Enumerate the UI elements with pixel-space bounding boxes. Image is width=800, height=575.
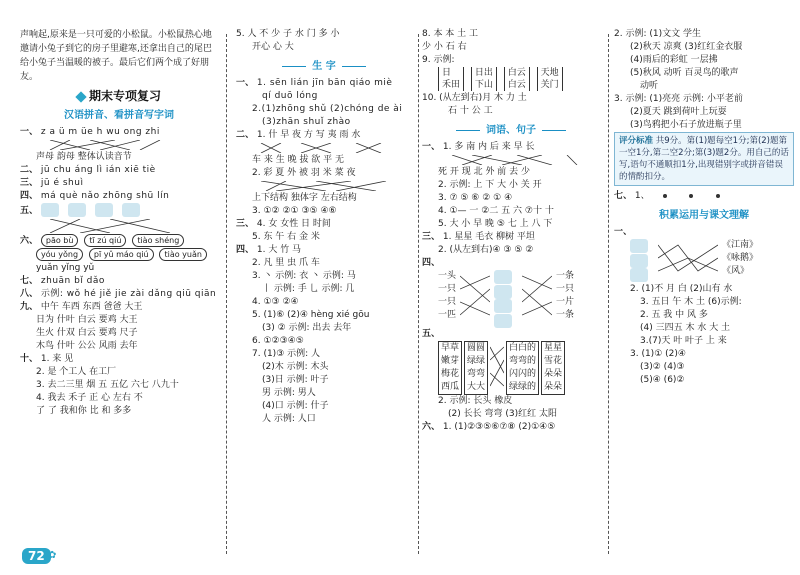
q4-line: 四、 1. 大 竹 马 bbox=[236, 245, 302, 255]
q1-match-lines bbox=[658, 239, 718, 278]
answer-box: 天地 关门 bbox=[537, 67, 563, 91]
q1-line: 一、 1. sēn lián jīn bān qiáo miè bbox=[236, 78, 393, 88]
q7-line: 七、 zhuān bǐ dǎo bbox=[20, 275, 105, 286]
section-title-review bbox=[20, 90, 218, 103]
q4-row: (3) ② 示例: 出去 去年 bbox=[262, 323, 352, 333]
top-row: 9. 示例: bbox=[422, 55, 455, 65]
q5-tail: (2) 长长 弯弯 (3)红红 太阳 bbox=[448, 409, 557, 419]
q1-row: (5)④ (6)② bbox=[640, 374, 685, 385]
q2-line: 二、 jū chu áng lì ián xiē tiè bbox=[20, 165, 156, 175]
q1-row: 2. 五 我 中 风 多 bbox=[640, 309, 708, 320]
picture-icon bbox=[630, 239, 648, 253]
q1-row: 2.(1)zhōng shǔ (2)chóng de ài bbox=[252, 104, 403, 114]
q1-row: 2. 示例: 上 下 大 小 关 开 bbox=[438, 180, 542, 190]
top-row: 3. 示例: (1)亮亮 示例: 小平老前 bbox=[614, 94, 743, 104]
q1-row: (3)zhān shuǐ zhào bbox=[262, 117, 351, 127]
q1-match-lines bbox=[422, 155, 592, 165]
q1-pics bbox=[630, 239, 654, 283]
q4-row: 丨 示例: 手 乚 示例: 几 bbox=[262, 284, 355, 294]
top-row: 8. 本 本 土 工 bbox=[422, 29, 479, 39]
animal-picture-icon bbox=[41, 203, 59, 217]
q9-boxes bbox=[422, 67, 600, 92]
q4-row: 4. ①③ ②④ bbox=[252, 297, 299, 307]
q6-line: 六、 1. (1)②③⑤⑥⑦⑧ (2)①④⑤ bbox=[422, 422, 556, 432]
answer-box: 日出 下山 bbox=[471, 67, 497, 91]
top-row: (2)夏天 跳到荷叶上玩耍 bbox=[630, 107, 727, 117]
q1-row: 3. ⑦ ⑤ ⑥ ② ① ④ bbox=[438, 193, 513, 203]
q4-row: 7. (1)③ 示例: 人 bbox=[252, 349, 321, 359]
q1-pinyin: 一、 z a ü m üe h wu ong zhi bbox=[20, 127, 160, 137]
q10-row: 3. 去二三里 烟 五 五亿 六七 八九十 bbox=[36, 379, 179, 390]
column-divider-3 bbox=[608, 34, 609, 554]
q8-line: 八、 示例: wǒ hé jiě jie zài dǎng qiū qiān bbox=[20, 288, 217, 299]
animal-picture-icon bbox=[494, 270, 512, 284]
q4-line: 四、 bbox=[422, 258, 441, 268]
answer-box: 白云 白云 bbox=[504, 67, 530, 91]
q4-row: 5. (1)⑥ (2)④ hèng xié gōu bbox=[252, 310, 370, 320]
animal-picture-icon bbox=[68, 203, 86, 217]
q5-left-col: 早草 嫩芽 梅花 西瓜 bbox=[438, 341, 462, 395]
q4-pics bbox=[494, 270, 518, 328]
q3-row: 5. 东 午 右 金 米 bbox=[252, 232, 320, 242]
q2-match-lines-2 bbox=[236, 181, 406, 191]
q4-row: 男 示例: 男人 bbox=[262, 388, 316, 398]
animal-picture-icon bbox=[95, 203, 113, 217]
sub-title-pinyin: 汉语拼音、看拼音写字词 bbox=[64, 110, 174, 121]
intro-paragraph: 声响起,原来是一只可爱的小松鼠。小松鼠热心地邀请小兔子到它的房子里避寒,还拿出自己的尾巴给小兔子当温暖的被子。最后它们两个成了好朋友。 bbox=[20, 30, 212, 82]
pinyin-pill: tiào yuǎn bbox=[159, 248, 206, 261]
decoration-icon: ✿ bbox=[48, 550, 57, 561]
scoring-text: 共9分。第(1)题每空1分;第(2)题第一空1分,第二空2分;第(3)题2分。用自己的话写,语句不通顺扣1分,出现错别字或拼音错误的情酌扣分。 bbox=[619, 136, 789, 182]
animal-picture-icon bbox=[122, 203, 140, 217]
top-row: 2. 示例: (1)文文 学生 bbox=[614, 29, 701, 39]
q9-row: 日为 什叶 白云 要鸡 大王 bbox=[36, 314, 138, 325]
q1-match bbox=[630, 239, 794, 283]
q10-line: 十、 1. 来 见 bbox=[20, 353, 74, 364]
pinyin-pill: tī zú qiú bbox=[84, 234, 126, 247]
q10-line: 10. (从左到右)月 木 力 土 bbox=[422, 93, 527, 103]
top-row: (5)秋风 动听 百灵鸟的歌声 bbox=[630, 68, 739, 78]
q1-row: qí duō lóng bbox=[262, 91, 318, 101]
q5-match-grid bbox=[438, 341, 600, 395]
pinyin-pill: pāo bù bbox=[41, 234, 79, 247]
q5-right-col: 白白的 弯弯的 闪闪的 绿绿的 bbox=[506, 341, 539, 395]
top-row: (2)秋天 凉爽 (3)红红金衣服 bbox=[630, 42, 743, 52]
q4-row: 6. ①②③④⑤ bbox=[252, 336, 304, 346]
q2-match-lines bbox=[236, 143, 406, 153]
column-3 bbox=[422, 28, 600, 434]
q4-match-lines bbox=[460, 270, 490, 322]
q5-line: 五、 bbox=[20, 203, 218, 218]
q10-row: 2. 是 个工人 在工厂 bbox=[36, 366, 117, 377]
q9-line: 九、 中午 车西 东西 爸爸 大王 bbox=[20, 301, 143, 312]
q5-match-lines bbox=[20, 219, 200, 233]
dot-mark bbox=[716, 194, 720, 198]
q2-row: 2. 彩 夏 外 被 羽 米 菜 夜 bbox=[252, 168, 356, 178]
q4-match-lines-2 bbox=[522, 270, 552, 322]
q9-row: 生火 什双 白云 要鸡 尺子 bbox=[36, 327, 138, 338]
top-row: (4)雨后的彩虹 一层拂 bbox=[630, 55, 718, 65]
sub-title-ciyu: 词语、句子 bbox=[422, 124, 600, 137]
answer-box: 日 禾田 bbox=[438, 67, 464, 91]
q5-line: 五、 bbox=[422, 329, 441, 339]
q4-line: 四、 má què nǎo zhōng shū lín bbox=[20, 191, 170, 201]
q1-answer: 声母 韵母 整体认读音节 bbox=[36, 152, 132, 162]
animal-picture-icon bbox=[494, 314, 512, 328]
column-4 bbox=[614, 28, 794, 387]
q4-match-grid bbox=[438, 270, 600, 328]
q6-extra: yuǎn yǐng yǔ bbox=[36, 262, 95, 273]
q5-top-2: 开心 心 大 bbox=[252, 42, 294, 52]
top-row: (3)鸟鸦把小石子放进瓶子里 bbox=[630, 120, 742, 130]
animal-picture-icon bbox=[494, 299, 512, 313]
q4-row: (2)木 示例: 木头 bbox=[262, 362, 329, 372]
q6-line: 六、 pāo bù tī zú qiú tiào shéng bbox=[20, 234, 218, 248]
q1-row: 3.(7)天 叶 叶子 上 来 bbox=[640, 335, 727, 346]
section-title: 期末专项复习 bbox=[88, 89, 161, 103]
q3-line: 三、 1. 星星 毛衣 柳树 平坦 bbox=[422, 232, 535, 242]
column-2 bbox=[236, 28, 412, 426]
top-row: 动听 bbox=[640, 81, 659, 91]
q5-match-lines bbox=[490, 341, 504, 393]
q5-tail: 2. 示例: 长头 橡皮 bbox=[438, 396, 513, 406]
q4-row: 3. 丶 示例: 衣 丶 示例: 马 bbox=[252, 271, 356, 281]
q5-top: 5. 人 不 少 子 水 门 多 小 bbox=[236, 29, 340, 39]
q4-row: (4)口 示例: 什子 bbox=[262, 401, 329, 411]
q1-row: 3. (1)① (2)④ bbox=[630, 348, 686, 359]
page-number: 72 bbox=[22, 548, 51, 564]
q4-left-col: 一头 一只 一只 一匹 bbox=[438, 271, 457, 320]
q3-line-2: 2. (从左到右)④ ③ ⑤ ② bbox=[438, 245, 534, 255]
q2-row: 上下结构 独体字 左右结构 bbox=[252, 193, 357, 203]
q7-line: 七、 1、 bbox=[614, 190, 794, 203]
scoring-standard-box bbox=[614, 132, 794, 186]
column-divider-1 bbox=[226, 34, 227, 554]
q1-row: (4) 三四五 木 水 大 土 bbox=[640, 322, 731, 333]
q3-line: 三、 jū é shuì bbox=[20, 178, 84, 188]
q4-row: 人 示例: 人口 bbox=[262, 414, 316, 424]
q1-line: 一、 bbox=[614, 227, 633, 237]
q6-line-2 bbox=[20, 248, 218, 262]
q1-right: 《江南》 《咏鹅》 《风》 bbox=[722, 240, 759, 276]
q2-row: 3. ①② ②① ③⑤ ④⑥ bbox=[252, 206, 337, 216]
q5-mid-col: 圆圆 绿绿 弯弯 大大 bbox=[464, 341, 488, 395]
q1-row: 3. 五日 午 木 土 (6)示例: bbox=[640, 296, 742, 307]
top-row: 少 小 石 右 bbox=[422, 42, 467, 52]
sub-title-shengzi: 生 字 bbox=[236, 60, 412, 73]
q9-row: 木鸟 什叶 公公 风雨 去年 bbox=[36, 340, 138, 351]
picture-icon bbox=[630, 268, 648, 282]
sub-title-jilei: 积累运用与课文理解 bbox=[659, 210, 749, 221]
diamond-icon bbox=[75, 91, 86, 102]
q4-row: (3)日 示例: 叶子 bbox=[262, 375, 329, 385]
q2-line: 二、 1. 什 早 夜 方 写 夷 雨 水 bbox=[236, 130, 361, 140]
q10-row: 4. 我去 禾子 正 心 左右 不 bbox=[36, 392, 143, 403]
q4-right-col: 一条 一只 一片 一条 bbox=[556, 271, 575, 320]
column-1 bbox=[20, 28, 218, 418]
q5-far-col: 星星 雪花 朵朵 朵朵 bbox=[541, 341, 565, 395]
q10-row: 了 了 我和你 比 和 多多 bbox=[36, 405, 132, 416]
dot-mark bbox=[663, 194, 667, 198]
q1-row: 4. ①— 一 ②二 五 六 ⑦十 十 bbox=[438, 206, 554, 216]
q2-row: 车 来 生 晚 拔 欲 平 无 bbox=[252, 155, 345, 165]
q1-line: 一、 1. 多 南 内 后 来 早 长 bbox=[422, 142, 535, 152]
q1-row: 死 开 现 北 外 前 去 少 bbox=[438, 167, 531, 177]
animal-picture-icon bbox=[494, 285, 512, 299]
q3-line: 三、 4. 女 女性 日 时间 bbox=[236, 219, 331, 229]
pinyin-pill: tiào shéng bbox=[132, 234, 184, 247]
pinyin-pill: yóu yǒng bbox=[36, 248, 83, 261]
q4-row: 2. 凡 里 虫 爪 车 bbox=[252, 258, 320, 268]
pinyin-pill: pī yǔ máo qiú bbox=[89, 248, 154, 261]
column-divider-2 bbox=[418, 34, 419, 554]
picture-icon bbox=[630, 254, 648, 268]
q1-match-lines bbox=[20, 140, 200, 150]
q1-row: (3)② (4)③ bbox=[640, 361, 685, 372]
q1-row: 5. 大 小 早 晚 ⑤ 七 上 八 下 bbox=[438, 219, 553, 229]
q1-row: 2. (1)不 月 白 (2)山有 水 bbox=[630, 283, 733, 294]
scoring-title: 评分标准 bbox=[619, 136, 654, 146]
dot-mark bbox=[689, 194, 693, 198]
q10-line-2: 石 十 公 工 bbox=[448, 106, 493, 116]
